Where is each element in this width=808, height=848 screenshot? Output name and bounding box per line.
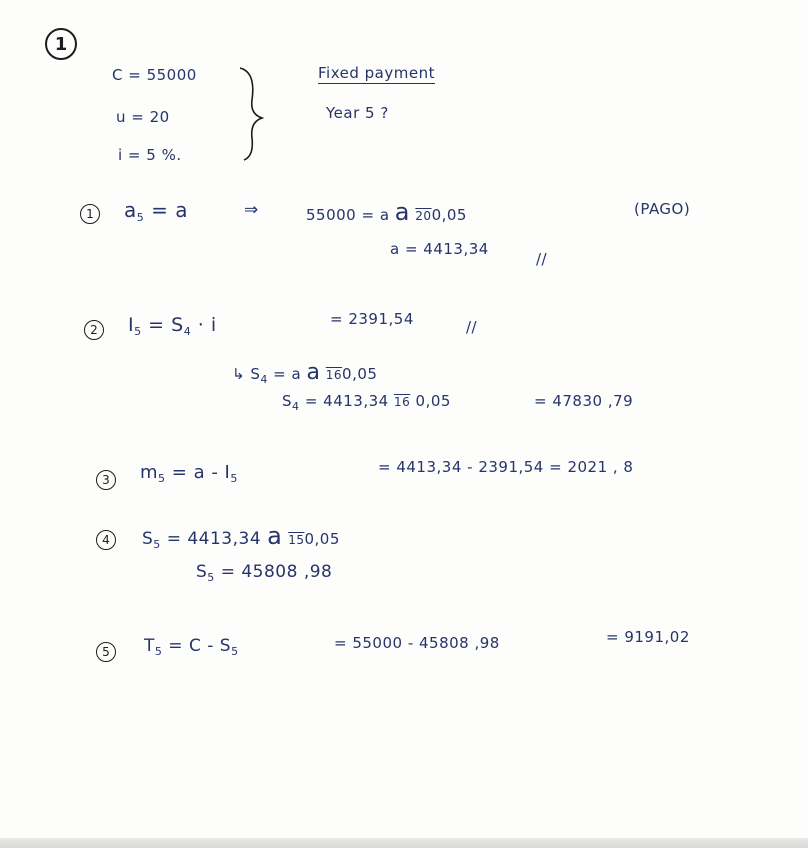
step-3-badge: 3 <box>96 470 116 490</box>
step-5-final: = 9191,02 <box>606 628 690 646</box>
step-2-result: = 2391,54 <box>330 310 414 328</box>
step-1-mark: // <box>536 250 548 268</box>
step-3-equation: $m_5 = a - I_5$ <box>140 462 238 485</box>
given-c: C = 55000 <box>112 66 197 84</box>
step-2-badge: 2 <box>84 320 104 340</box>
step-2-line3: $S_4 = 4413,34$ 16 0,05 <box>282 392 451 413</box>
step-4-line2: $S_5 = 45808$ ,98 <box>196 562 333 584</box>
step-4-equation: $S_5 = 4413,34$ a 150,05 <box>142 522 340 551</box>
step-2-equation: $I_5 = S_4 \cdot i$ <box>128 314 217 338</box>
step-1-equation: $a_5 = a$ <box>124 198 188 224</box>
step-5-result: = 55000 - 45808 ,98 <box>334 634 500 652</box>
step-5-equation: $T_5 = C - S_5$ <box>144 636 239 658</box>
step-1-result: a = 4413,34 <box>390 240 489 258</box>
step-2-mark: // <box>466 318 478 336</box>
page-bottom-edge <box>0 838 808 848</box>
step-2-line2: ↳ $S_4 = a$ a 160,05 <box>232 360 378 386</box>
step-3-result: = 4413,34 - 2391,54 = 2021 , 8 <box>378 458 634 476</box>
given-n: u = 20 <box>116 108 170 126</box>
step-4-badge: 4 <box>96 530 116 550</box>
step-1-note: (PAGO) <box>634 200 691 218</box>
step-1-formula: 55000 = a a 200,05 <box>306 198 467 226</box>
problem-number: 1 <box>54 33 68 55</box>
step-1-badge: 1 <box>80 204 100 224</box>
step-1-arrow: ⇒ <box>244 200 259 220</box>
fixed-payment-heading: Fixed payment <box>318 64 435 82</box>
year-question: Year 5 ? <box>326 104 389 122</box>
step-2-line3-result: = 47830 ,79 <box>534 392 634 410</box>
given-i: i = 5 %. <box>118 146 182 164</box>
step-5-badge: 5 <box>96 642 116 662</box>
brace-icon <box>240 68 262 160</box>
